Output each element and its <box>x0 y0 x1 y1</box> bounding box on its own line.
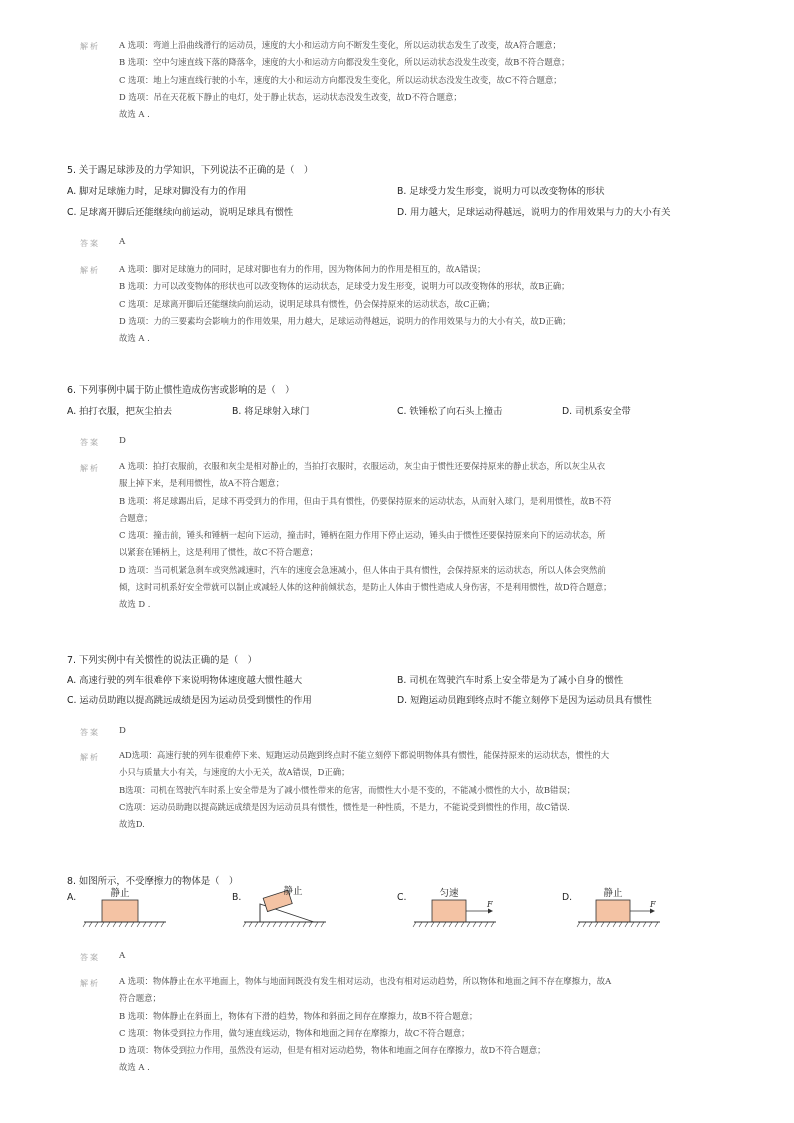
answer-tag: 答案 <box>80 239 100 248</box>
q8-option-a[interactable]: A. <box>67 892 77 903</box>
block <box>432 900 466 922</box>
q8-option-c[interactable]: C. <box>397 892 407 903</box>
state-label: 静止 <box>603 888 623 899</box>
q5-option-c[interactable]: C. 足球离开脚后还能继续向前运动，说明足球具有惯性 <box>67 207 294 218</box>
figure-d-pulled-static-block <box>574 884 664 934</box>
explanation-line: C 选项：物体受到拉力作用，做匀速直线运动，物体和地面之间存在摩擦力，故C不符合题意； <box>119 1027 470 1038</box>
q5-option-b[interactable]: B. 足球受力发生形变，说明力可以改变物体的形状 <box>397 186 605 197</box>
q7-option-a[interactable]: A. 高速行驶的列车很难停下来说明物体速度越大惯性越大 <box>67 675 303 686</box>
explanation-line: B 选项：力可以改变物体的形状也可以改变物体的运动状态，足球受力发生形变，说明力可以改变物体的形状，故B正确； <box>119 281 570 292</box>
explanation-line: D 选项：力的三要素均会影响力的作用效果，用力越大，足球运动得越远，说明力的作用效果与力的大小有关，故D正确； <box>119 315 571 326</box>
q5-answer: A <box>119 237 126 247</box>
arrow-head <box>488 909 493 914</box>
state-label: 静止 <box>283 886 303 897</box>
q8-explanation <box>119 973 611 1077</box>
figure-b-block-on-incline <box>240 882 330 934</box>
question-8-stem: 8. 如图所示，不受摩擦力的物体是（ ） <box>67 876 239 887</box>
state-label: 静止 <box>110 888 130 899</box>
q5-option-a[interactable]: A. 脚对足球施力时，足球对脚没有力的作用 <box>67 186 247 197</box>
answer-tag: 答案 <box>80 728 100 737</box>
explanation-line: 故选 A . <box>119 109 150 120</box>
q6-option-a[interactable]: A. 拍打衣服，把灰尘拍去 <box>67 406 173 417</box>
explanation-line: A 选项：物体静止在水平地面上，物体与地面间既没有发生相对运动，也没有相对运动趋势，所以物体和地面之间不存在摩擦力，故A <box>119 976 612 986</box>
explanation-line: 故选 A . <box>119 333 150 344</box>
floor-hatching <box>413 922 494 927</box>
explanation-line: 故选D. <box>119 819 145 830</box>
explanation-line: A 选项：脚对足球施力的同时，足球对脚也有力的作用，因为物体间力的作用是相互的，故A错误； <box>119 264 486 274</box>
floor-hatching <box>577 922 658 927</box>
figure-a-block-on-floor <box>80 884 170 934</box>
explanation-line: A 选项：弯道上沿曲线滑行的运动员，速度的大小和运动方向不断发生变化，所以运动状态发生了改变，故A符合题意； <box>119 40 561 50</box>
explanation-line: D 选项：当司机紧急刹车或突然减速时，汽车的速度会急速减小，但人体由于具有惯性，会保持原来的运动状态，所以人体会突然前 <box>119 564 606 575</box>
q6-explanation <box>119 458 611 614</box>
explanation-line: 服上掉下来，是利用惯性，故A不符合题意； <box>119 478 285 489</box>
analysis-tag: 解析 <box>80 753 100 762</box>
q7-option-c[interactable]: C. 运动员助跑以提高跳远成绩是因为运动员受到惯性的作用 <box>67 695 312 706</box>
analysis-tag: 解析 <box>80 464 100 473</box>
force-label: F <box>487 900 493 909</box>
q8-option-b[interactable]: B. <box>232 892 242 903</box>
explanation-line: AD选项：高速行驶的列车很难停下来、短跑运动员跑到终点时不能立刻停下都说明物体具有惯性，能保持原来的运动状态，惯性的大 <box>119 750 610 760</box>
explanation-line: 符合题意； <box>119 993 161 1004</box>
explanation-line: B 选项：将足球踢出后，足球不再受到力的作用，但由于具有惯性，仍要保持原来的运动状态，从而射入球门，是利用惯性，故B不符 <box>119 495 612 506</box>
explanation-line: C 选项：地上匀速直线行驶的小车，速度的大小和运动方向都没发生变化，所以运动状态没发生改变，故C不符合题意； <box>119 74 562 85</box>
analysis-tag: 解析 <box>80 42 100 51</box>
q6-option-b[interactable]: B. 将足球射入球门 <box>232 406 310 417</box>
analysis-tag: 解析 <box>80 266 100 275</box>
answer-tag: 答案 <box>80 438 100 447</box>
state-label: 匀速 <box>439 888 459 899</box>
force-label: F <box>650 900 656 909</box>
explanation-line: C选项：运动员助跑以提高跳远成绩是因为运动员具有惯性，惯性是一种性质，不是力，不能说受到惯性的作用，故C错误． <box>119 801 576 812</box>
explanation-line: B 选项：空中匀速直线下落的降落伞，速度的大小和运动方向都没发生变化，所以运动状态没发生改变，故B不符合题意； <box>119 57 570 68</box>
explanation-line: B选项：司机在驾驶汽车时系上安全带是为了减小惯性带来的危害，而惯性大小是不变的，不能减小惯性的大小，故B错误； <box>119 784 576 795</box>
analysis-tag: 解析 <box>80 979 100 988</box>
q7-explanation <box>119 747 609 833</box>
explanation-line: C 选项：足球离开脚后还能继续向前运动，说明足球具有惯性，仍会保持原来的运动状态，故C正确； <box>119 298 495 309</box>
explanation-line: 倾，这时司机系好安全带就可以制止或减轻人体的这种前倾状态，是防止人体由于惯性造成人身伤害，不是利用惯性，故D符合题意； <box>119 582 612 593</box>
figure-c-pulled-block <box>410 884 500 934</box>
explanation-line: 以紧套在锤柄上，这是利用了惯性，故C不符合题意； <box>119 547 319 558</box>
question-7-stem: 7. 下列实例中有关惯性的说法正确的是（ ） <box>67 655 258 666</box>
q7-option-b[interactable]: B. 司机在驾驶汽车时系上安全带是为了减小自身的惯性 <box>397 675 624 686</box>
explanation-line: D 选项：物体受到拉力作用，虽然没有运动，但是有相对运动趋势，物体和地面之间存在摩擦力，故D不符合题意； <box>119 1045 546 1056</box>
explanation-line: 故选 D . <box>119 599 151 610</box>
floor-hatching <box>83 922 164 927</box>
q4-explanation <box>119 37 569 123</box>
explanation-line: 故选 A . <box>119 1062 150 1073</box>
q5-explanation <box>119 261 571 347</box>
q8-answer: A <box>119 951 126 961</box>
explanation-line: A 选项：拍打衣服前，衣服和灰尘是相对静止的，当拍打衣服时，衣服运动，灰尘由于惯性还要保持原来的静止状态，所以灰尘从衣 <box>119 461 606 471</box>
floor-hatching <box>243 922 324 927</box>
q5-option-d[interactable]: D. 用力越大，足球运动得越远，说明力的作用效果与力的大小有关 <box>397 207 671 218</box>
question-6-stem: 6. 下列事例中属于防止惯性造成伤害或影响的是（ ） <box>67 385 295 396</box>
answer-tag: 答案 <box>80 953 100 962</box>
question-5-stem: 5. 关于踢足球涉及的力学知识，下列说法不正确的是（ ） <box>67 165 314 176</box>
arrow-head <box>650 909 655 914</box>
q7-answer: D <box>119 726 126 736</box>
q6-option-c[interactable]: C. 铁锤松了向石头上撞击 <box>397 406 503 417</box>
explanation-line: 合题意； <box>119 512 153 523</box>
explanation-line: 小只与质量大小有关，与速度的大小无关，故A错误，D正确； <box>119 767 350 778</box>
q7-option-d[interactable]: D. 短跑运动员跑到终点时不能立刻停下是因为运动员具有惯性 <box>397 695 652 706</box>
q8-option-d[interactable]: D. <box>562 892 573 903</box>
q6-option-d[interactable]: D. 司机系安全带 <box>562 406 631 417</box>
explanation-line: B 选项：物体静止在斜面上，物体有下滑的趋势，物体和斜面之间存在摩擦力，故B不符合题意； <box>119 1010 478 1021</box>
block <box>102 900 138 922</box>
block <box>596 900 630 922</box>
explanation-line: C 选项：撞击前，锤头和锤柄一起向下运动，撞击时，锤柄在阻力作用下停止运动，锤头由于惯性还要保持原来向下的运动状态，所 <box>119 530 606 541</box>
q6-answer: D <box>119 436 126 446</box>
explanation-line: D 选项：吊在天花板下静止的电灯，处于静止状态，运动状态没发生改变，故D不符合题意； <box>119 91 462 102</box>
